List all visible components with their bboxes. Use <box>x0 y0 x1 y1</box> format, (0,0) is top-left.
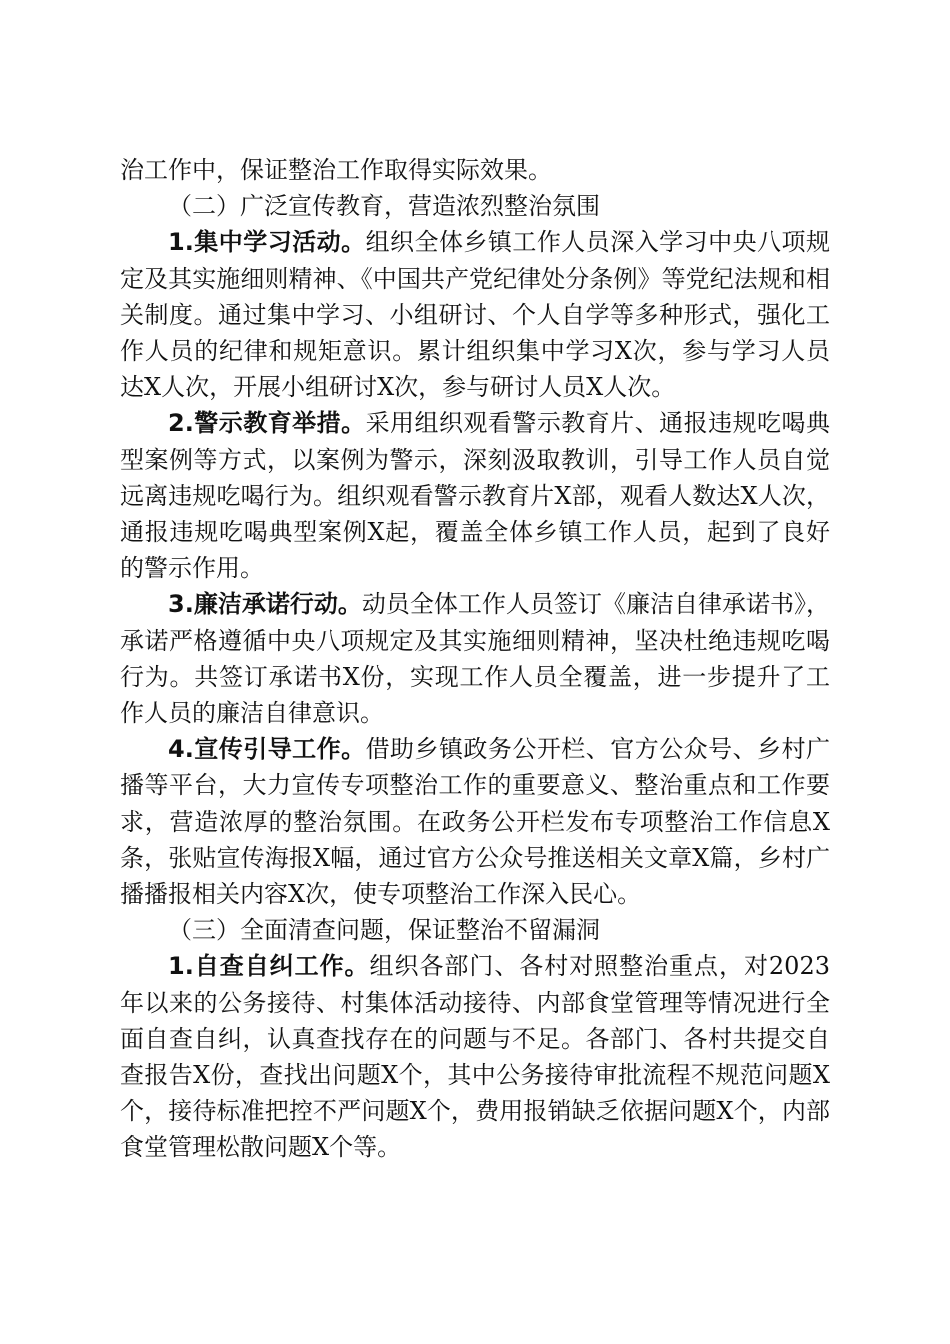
paragraph-self-inspection <box>120 948 830 1165</box>
paragraph-integrity-pledge <box>120 586 830 731</box>
item-lead: 3.廉洁承诺行动。 <box>168 590 362 619</box>
paragraph-publicity <box>120 731 830 912</box>
paragraph-warning-education <box>120 405 830 586</box>
paragraph-continuation: 治工作中，保证整治工作取得实际效果。 <box>120 156 552 184</box>
paragraph-study-activity <box>120 224 830 405</box>
item-lead: 1.集中学习活动。 <box>168 228 366 257</box>
item-text: 动员全体工作人员签订《廉洁自律承诺书》，承诺严格遵循中央八项规定及其实施细则精神，坚决杜绝违规吃喝行为。共签订承诺书X份，实现工作人员全覆盖，进一步提升了工作人员的廉洁自律意识。 <box>120 590 830 728</box>
item-lead: 4.宣传引导工作。 <box>168 735 366 764</box>
section-heading-2: （二）广泛宣传教育，营造浓烈整治氛围 <box>168 192 600 221</box>
item-lead: 2.警示教育举措。 <box>168 409 366 438</box>
section-heading-3: （三）全面清查问题，保证整治不留漏洞 <box>168 916 600 945</box>
item-text: 采用组织观看警示教育片、通报违规吃喝典型案例等方式，以案例为警示，深刻汲取教训，引导工作人员自觉远离违规吃喝行为。组织观看警示教育片X部，观看人数达X人次，通报违规吃喝典型案例X起，覆盖全体乡镇工作人员，起到了良好的警示作用。 <box>120 409 830 583</box>
item-lead: 1.自查自纠工作。 <box>168 952 370 981</box>
item-text: 组织各部门、各村对照整治重点，对2023年以来的公务接待、村集体活动接待、内部食堂管理等情况进行全面自查自纠，认真查找存在的问题与不足。各部门、各村共提交自查报告X份，查找出问题X个，其中公务接待审批流程不规范问题X个，接待标准把控不严问题X个，费用报销缺乏依据问题X个，内部食堂管理松散问题X个等。 <box>120 952 830 1162</box>
item-text: 借助乡镇政务公开栏、官方公众号、乡村广播等平台，大力宣传专项整治工作的重要意义、整治重点和工作要求，营造浓厚的整治氛围。在政务公开栏发布专项整治工作信息X条，张贴宣传海报X幅，通过官方公众号推送相关文章X篇，乡村广播播报相关内容X次，使专项整治工作深入民心。 <box>120 735 830 909</box>
document-page <box>120 152 830 1166</box>
item-text: 组织全体乡镇工作人员深入学习中央八项规定及其实施细则精神、《中国共产党纪律处分条例》等党纪法规和相关制度。通过集中学习、小组研讨、个人自学等多种形式，强化工作人员的纪律和规矩意识。累计组织集中学习X次，参与学习人员达X人次，开展小组研讨X次，参与研讨人员X人次。 <box>120 228 830 402</box>
